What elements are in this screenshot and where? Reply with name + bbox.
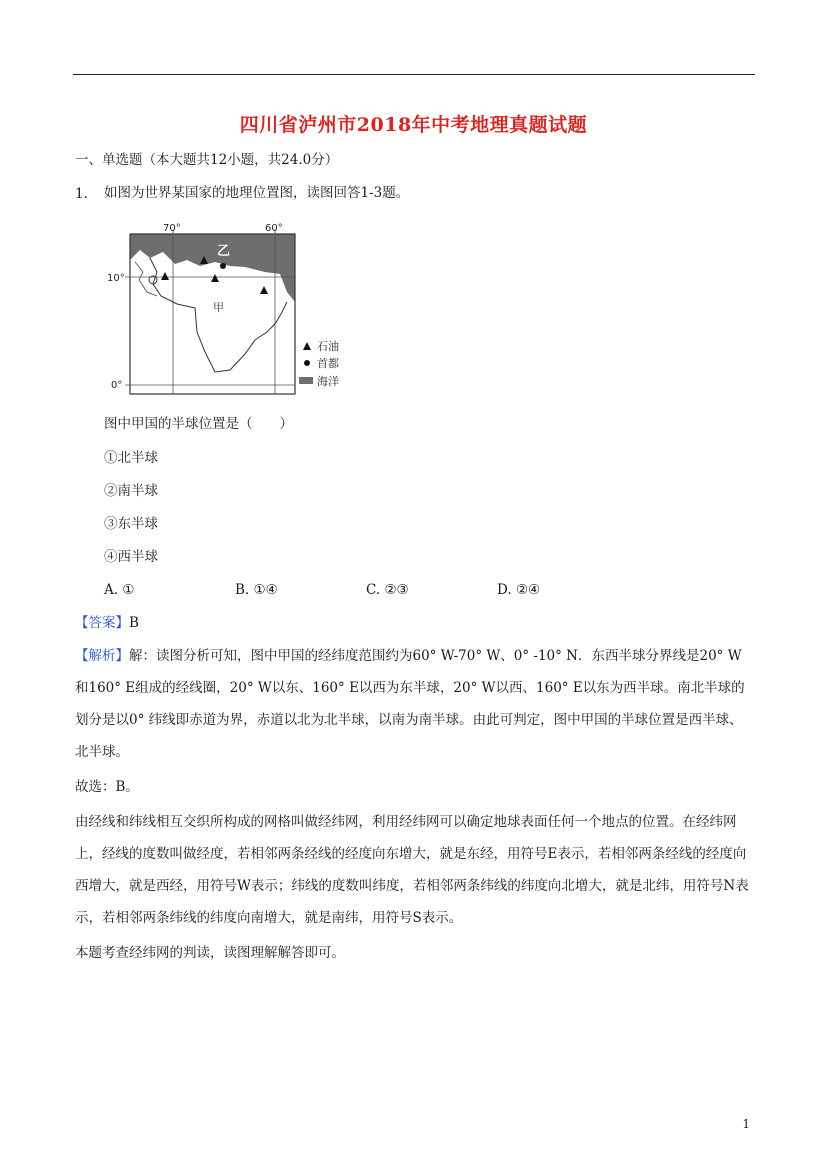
lat-top-label: 10° [107, 273, 125, 284]
question-intro: 如图为世界某国家的地理位置图，读图回答1-3题。 [104, 185, 410, 201]
option-letter: D. [497, 582, 512, 598]
option-b[interactable] [235, 580, 278, 600]
answer-line [75, 613, 139, 633]
statement-item: ②南半球 [104, 483, 158, 499]
answer-tag: 【答案】 [75, 615, 129, 631]
lon-left-label: 70° [163, 223, 181, 234]
oil-marker-3 [211, 274, 219, 282]
question-number: 1. [75, 186, 88, 202]
oil-marker-4 [260, 286, 268, 294]
statement-item: ④西半球 [104, 549, 158, 565]
lat-bottom-label: 0° [111, 380, 123, 391]
analysis-paragraph [75, 640, 755, 768]
option-letter: B. [235, 582, 250, 598]
legend-oil-label: 石油 [317, 340, 339, 353]
option-text: ①④ [253, 582, 278, 598]
legend-oil-icon [303, 342, 311, 350]
option-letter: A. [104, 582, 119, 598]
analysis-choice: 故选：B。 [75, 779, 139, 795]
country-location-map [105, 222, 365, 397]
analysis-conclusion: 本题考查经纬网的判读，读图理解解答即可。 [75, 945, 345, 961]
lon-right-label: 60° [265, 223, 283, 234]
label-jia: 甲 [213, 301, 224, 314]
analysis-text: 解：读图分析可知，图中甲国的经纬度范围约为60° W-70° W、0° -10° N．东西半球分界线是20° W和160° E组成的经线圈，20° W以东、160° E以西为东半球，20° W以西、160° E以东为西半球。南北半球的划分是以0° 纬线即赤道为界，赤道以北为北半球，以南为南半球。由此可判定，图中甲国的半球位置是西半球、北半球。 [75, 648, 745, 760]
option-text: ②④ [515, 582, 541, 598]
country-border [150, 258, 287, 372]
label-yi: 乙 [217, 244, 231, 259]
legend-capital-icon [304, 360, 310, 366]
analysis-extra-paragraph: 由经线和纬线相互交织所构成的网格叫做经纬网，利用经纬网可以确定地球表面任何一个地点的位置。在经纬网上，经线的度数叫做经度，若相邻两条经线的经度向东增大，就是东经，用符号E表示，若相邻两条经线的经度向西增大，就是西经，用符号W表示；纬线的度数叫纬度，若相邻两条纬线的纬度向北增大，就是北纬，用符号N表示，若相邻两条纬线的纬度向南增大，就是南纬，用符号S表示。 [75, 814, 749, 926]
header-rule [73, 74, 755, 75]
option-d[interactable] [497, 580, 540, 600]
legend-capital-label: 首都 [317, 357, 339, 370]
option-c[interactable] [366, 580, 409, 600]
option-letter: C. [366, 582, 381, 598]
option-text: ②③ [384, 582, 409, 598]
option-text: ① [122, 582, 135, 598]
legend-ocean-label: 海洋 [317, 375, 339, 388]
question-stem: 图中甲国的半球位置是（ ） [104, 416, 293, 432]
western-border [135, 262, 157, 296]
capital-marker [220, 263, 226, 269]
section-heading: 一、单选题（本大题共12小题，共24.0分） [75, 152, 339, 168]
analysis-tag: 【解析】 [75, 648, 129, 664]
answer-value: B [129, 615, 139, 631]
option-a[interactable] [104, 580, 134, 600]
legend-ocean-icon [299, 377, 313, 384]
statement-item: ①北半球 [104, 450, 158, 466]
page-title: 四川省泸州市2018年中考地理真题试题 [239, 114, 588, 136]
page-number: 1 [742, 1117, 750, 1131]
statement-item: ③东半球 [104, 516, 158, 532]
oil-marker-1 [161, 272, 169, 280]
